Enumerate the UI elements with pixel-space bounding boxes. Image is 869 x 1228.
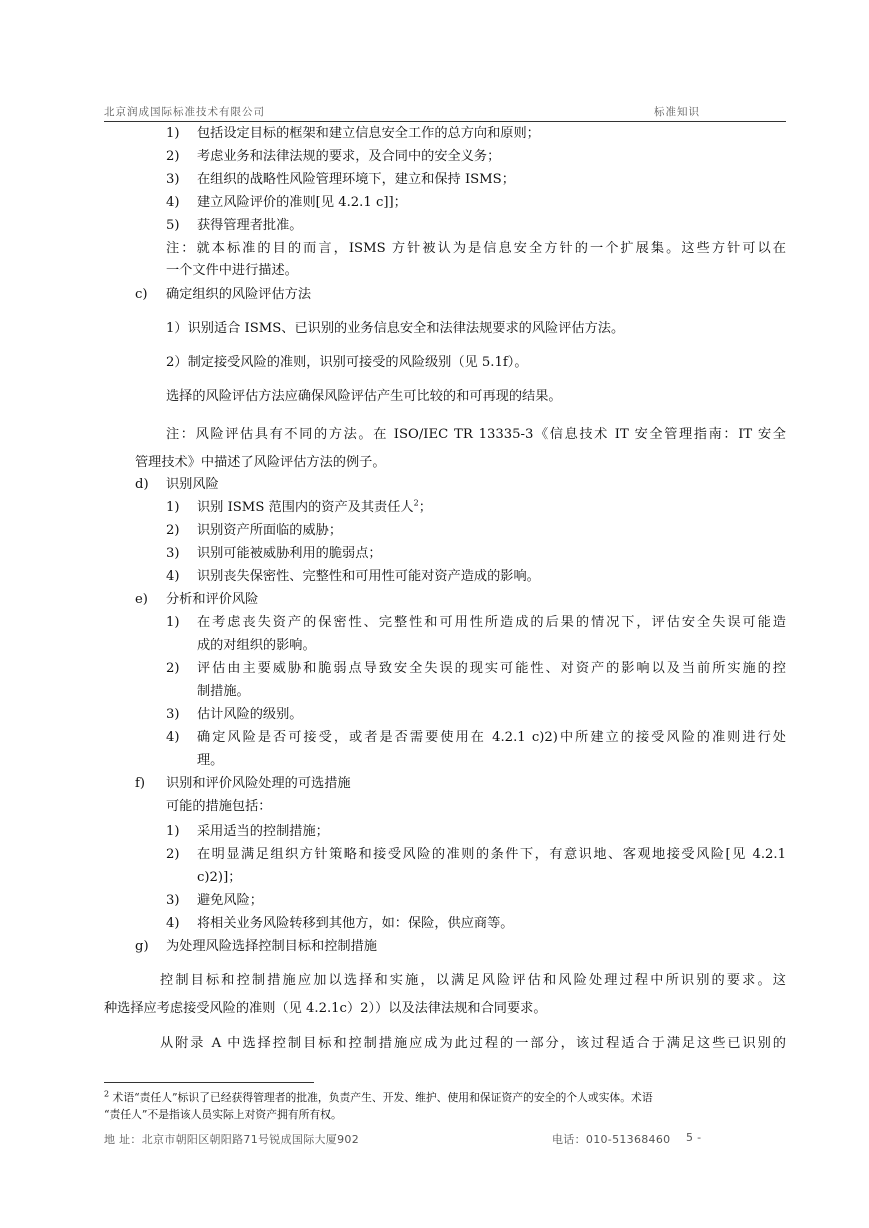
- list-number: 2): [166, 661, 180, 676]
- list-number: 2): [166, 847, 180, 862]
- list-number: 1): [166, 615, 180, 630]
- list-item-text: 2）制定接受风险的准则，识别可接受的风险级别（见 5.1f）。: [166, 355, 528, 370]
- list-item-text: 获得管理者批准。: [197, 218, 303, 233]
- list-number: 4): [166, 569, 180, 584]
- list-item-text: 识别可能被威胁利用的脆弱点；: [197, 546, 382, 561]
- list-number: 1): [166, 500, 180, 515]
- list-number: 4): [166, 195, 180, 210]
- list-item-text: 避免风险；: [197, 893, 263, 908]
- page-number: 5 -: [686, 1131, 702, 1144]
- note-text: 注：就本标准的目的而言，ISMS 方针被认为是信息安全方针的一个扩展集。这些方针可以在: [166, 241, 786, 256]
- footnote-rule: [104, 1082, 314, 1083]
- footnote-text: 术语“责任人”标识了已经获得管理者的批准，负责产生、开发、维护、使用和保证资产的安全的个人或实体。术语: [112, 1091, 653, 1104]
- note-text: 注：风险评估具有不同的方法。在 ISO/IEC TR 13335-3《信息技术 IT 安全管理指南：IT 安全: [166, 427, 786, 442]
- footer-address: 地 址：北京市朝阳区朝阳路71号锐成国际大厦902: [104, 1133, 359, 1146]
- list-number: 1): [166, 824, 180, 839]
- paragraph-text: 控制目标和控制措施应加以选择和实施，以满足风险评估和风险处理过程中所识别的要求。这: [160, 973, 786, 988]
- footnote-text: “责任人”不是指该人员实际上对资产拥有所有权。: [104, 1108, 342, 1121]
- header-rule: [104, 121, 786, 122]
- list-item-text: 考虑业务和法律法规的要求，及合同中的安全义务；: [197, 149, 501, 164]
- list-number: 3): [166, 172, 180, 187]
- section-title: 为处理风险选择控制目标和控制措施: [166, 939, 377, 954]
- section-label: c): [135, 287, 148, 302]
- footer-phone: 电话：010-51368460: [552, 1133, 671, 1146]
- section-label: d): [135, 477, 149, 492]
- paragraph-text: 从附录 A 中选择控制目标和控制措施应成为此过程的一部分，该过程适合于满足这些已识别的: [160, 1036, 786, 1051]
- list-number: 5): [166, 218, 180, 233]
- list-item-text: 采用适当的控制措施；: [197, 824, 329, 839]
- footnote-ref: 2: [413, 498, 419, 508]
- list-item-text: 制措施。: [197, 684, 250, 699]
- list-item-text: 包括设定目标的框架和建立信息安全工作的总方向和原则；: [197, 126, 540, 141]
- list-item-text: 1）识别适合 ISMS、已识别的业务信息安全和法律法规要求的风险评估方法。: [166, 321, 625, 336]
- list-item-text: 识别丧失保密性、完整性和可用性可能对资产造成的影响。: [197, 569, 540, 584]
- list-number: 4): [166, 916, 180, 931]
- list-item-text: 建立风险评价的准则[见 4.2.1 c]]；: [197, 195, 407, 210]
- section-title: 确定组织的风险评估方法: [166, 287, 312, 302]
- list-item-text: 在明显满足组织方针策略和接受风险的准则的条件下，有意识地、客观地接受风险[见 4.2.1: [197, 847, 786, 862]
- section-title: 识别风险: [166, 477, 219, 492]
- list-item-main: 识别 ISMS 范围内的资产及其责任人: [197, 500, 414, 515]
- list-item-text: 在考虑丧失资产的保密性、完整性和可用性所造成的后果的情况下，评估安全失误可能造: [197, 615, 786, 630]
- list-item-text: 评估由主要威胁和脆弱点导致安全失误的现实可能性、对资产的影响以及当前所实施的控: [197, 661, 786, 676]
- list-number: 2): [166, 149, 180, 164]
- paragraph-text: 选择的风险评估方法应确保风险评估产生可比较的和可再现的结果。: [166, 389, 562, 404]
- paragraph-text: 可能的措施包括：: [166, 799, 272, 814]
- footnote-line: [104, 1090, 653, 1105]
- list-item-text: 在组织的战略性风险管理环境下，建立和保持 ISMS；: [197, 172, 515, 187]
- list-item-text: 估计风险的级别。: [197, 707, 303, 722]
- list-item-text: 成的对组织的影响。: [197, 638, 316, 653]
- list-number: 3): [166, 546, 180, 561]
- note-text: 管理技术》中描述了风险评估方法的例子。: [135, 455, 386, 470]
- list-item-text: [197, 499, 432, 517]
- section-label: f): [135, 776, 146, 791]
- list-number: 3): [166, 707, 180, 722]
- paragraph-text: 种选择应考虑接受风险的准则（见 4.2.1c）2））以及法律法规和合同要求。: [104, 1001, 547, 1016]
- list-item-text: 将相关业务风险转移到其他方，如：保险，供应商等。: [197, 916, 514, 931]
- header-company: 北京润成国际标准技术有限公司: [104, 106, 265, 118]
- list-number: 1): [166, 126, 180, 141]
- list-item-text: 确定风险是否可接受，或者是否需要使用在 4.2.1 c)2)中所建立的接受风险的准则进行处: [197, 730, 786, 745]
- list-item-end: ；: [418, 500, 432, 515]
- note-text: 一个文件中进行描述。: [166, 263, 298, 278]
- section-title: 分析和评价风险: [166, 592, 259, 607]
- list-number: 4): [166, 730, 180, 745]
- list-number: 2): [166, 523, 180, 538]
- section-label: g): [135, 939, 149, 954]
- list-item-text: 识别资产所面临的威胁；: [197, 523, 343, 538]
- footnote-number: 2: [104, 1089, 110, 1099]
- list-item-text: c)2)]；: [197, 870, 242, 885]
- section-label: e): [135, 592, 148, 607]
- list-item-text: 理。: [197, 753, 224, 768]
- section-title: 识别和评价风险处理的可选措施: [166, 776, 351, 791]
- list-number: 3): [166, 893, 180, 908]
- header-section: 标准知识: [654, 106, 700, 118]
